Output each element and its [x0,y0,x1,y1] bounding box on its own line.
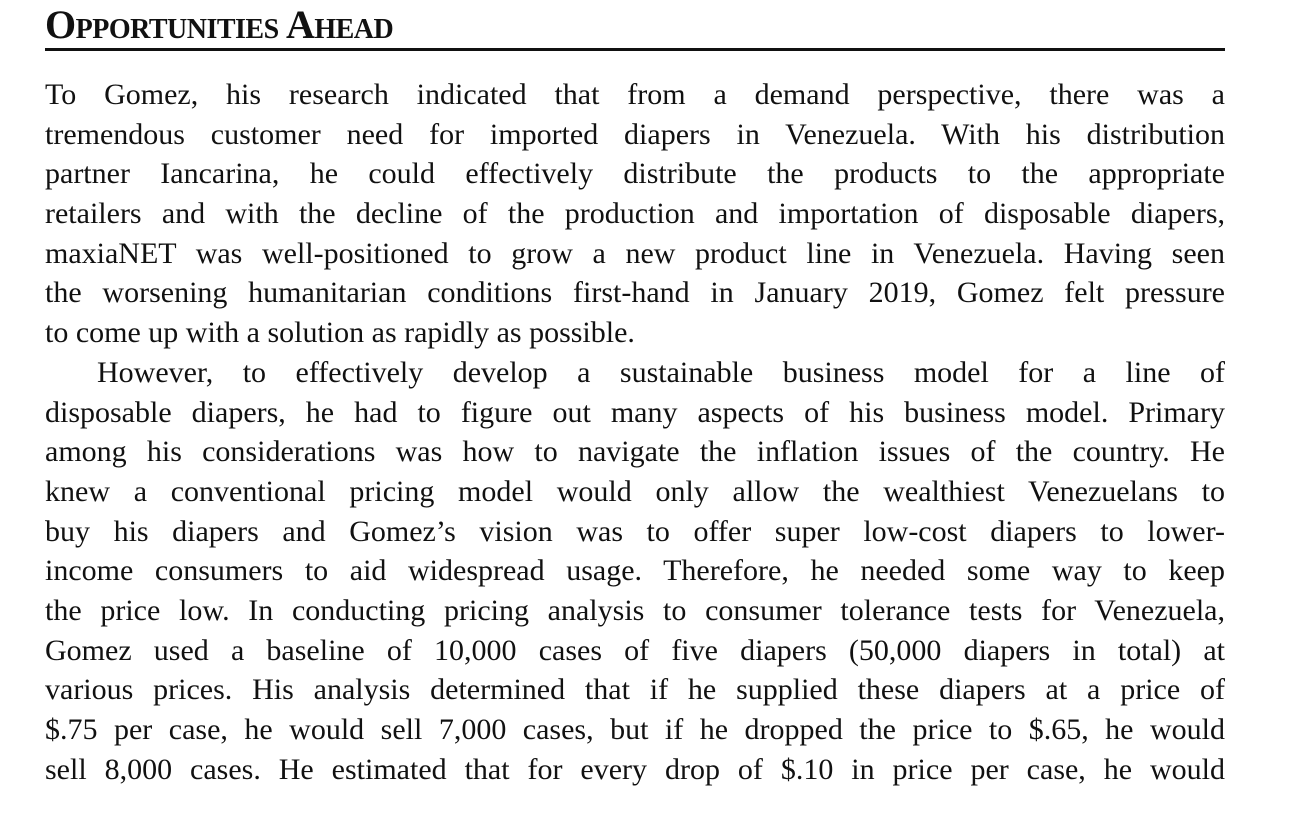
text-line: However, to effectively develop a sustainable business model for a line of [97,355,1225,389]
text-line: sell 8,000 cases. He estimated that for every drop of $.10 in price per case, he would [45,752,1225,786]
paragraph-2 [45,353,1225,790]
text-line: among his considerations was how to navigate the inflation issues of the country. He [45,435,1225,469]
text-line: partner Iancarina, he could effectively distribute the products to the appropriate [45,157,1225,191]
text-line: To Gomez, his research indicated that from a demand perspective, there was a [45,78,1225,111]
text-line: retailers and with the decline of the production and importation of disposable diapers, [45,197,1225,231]
paragraph-1 [45,75,1225,353]
text-line: $.75 per case, he would sell 7,000 cases, but if he dropped the price to $.65, he would [45,713,1225,746]
text-line: the price low. In conducting pricing analysis to consumer tolerance tests for Venezuela, [45,593,1225,627]
text-line: tremendous customer need for imported diapers in Venezuela. With his distribution [45,117,1225,151]
text-line: disposable diapers, he had to figure out many aspects of his business model. Primary [45,395,1225,429]
text-line: maxiaNET was well-positioned to grow a new product line in Venezuela. Having seen [45,236,1225,270]
section-heading: Opportunities Ahead [45,0,1225,51]
text-line: various prices. His analysis determined that if he supplied these diapers at a price of [45,673,1225,707]
text-line: the worsening humanitarian conditions first-hand in January 2019, Gomez felt pressure [45,276,1225,310]
text-line: income consumers to aid widespread usage. Therefore, he needed some way to keep [45,554,1225,588]
body-text [45,75,1225,789]
text-line: Gomez used a baseline of 10,000 cases of five diapers (50,000 diapers in total) at [45,633,1225,667]
document-page [45,0,1225,789]
text-line: buy his diapers and Gomez’s vision was to offer super low-cost diapers to lower- [45,514,1225,548]
text-line: to come up with a solution as rapidly as possible. [45,316,635,350]
text-line: knew a conventional pricing model would only allow the wealthiest Venezuelans to [45,474,1225,508]
